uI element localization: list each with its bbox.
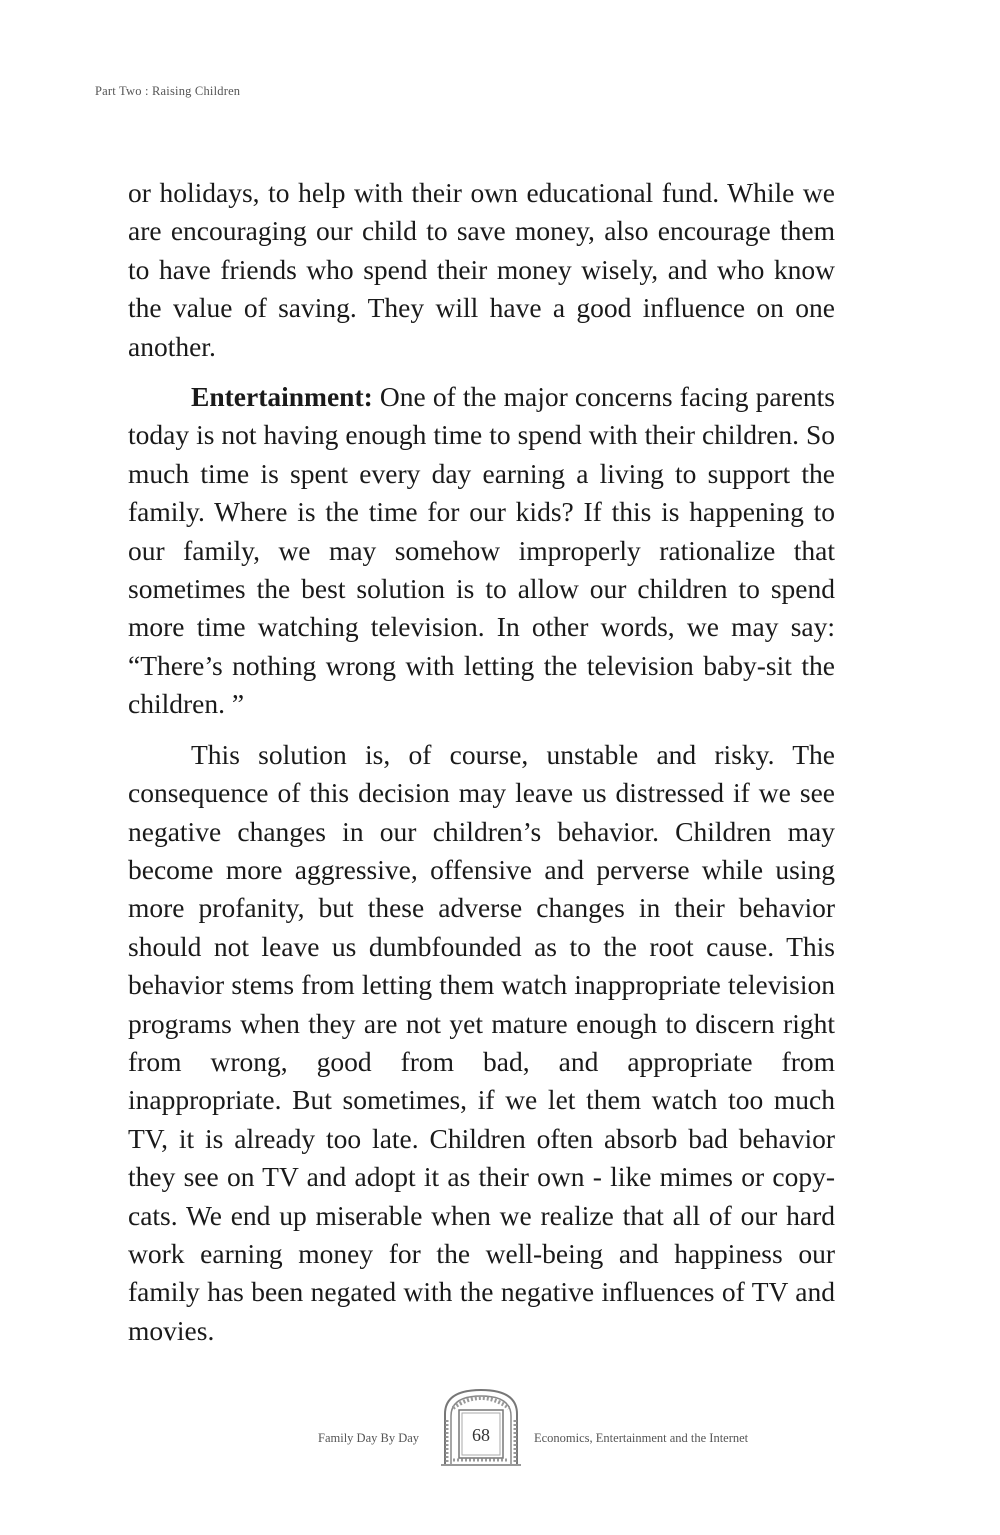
paragraph-2 [128, 378, 835, 724]
page-number: 68 [472, 1425, 490, 1445]
body-text [128, 174, 835, 1350]
paragraph-1: or holidays, to help with their own educational fund. While we are encouraging our child to save money, also encourage them to have friends who spend their money wisely, and who know the value of saving. They will have a good influence on one another. [128, 177, 835, 362]
paragraph-heading-entertainment: Entertainment: [191, 381, 373, 413]
paragraph-3: This solution is, of course, unstable and risky. The consequence of this decision may leave us distressed if we see negative changes in our children’s behavior. Children may become more aggressive, offensive and perverse while using more profanity, but these adverse changes in their behavior should not leave us dumbfounded as to the root cause. This behavior stems from letting them watch inappropriate television programs when they are not yet mature enough to discern right from wrong, good from bad, and appropriate from inappropriate. But sometimes, if we let them watch too much TV, it is already too late. Children often absorb bad behavior they see on TV and adopt it as their own - like mimes or copy-cats. We end up miserable when we realize that all of our hard work earning money for the well-being and happiness our family has been negated with the negative influences of TV and movies. [128, 738, 835, 1346]
paragraph-2-text: One of the major concerns facing parents today is not having enough time to spend with their children. So much time is spent every day earning a living to support the family. Where is the time for our kids? If this is happening to our family, we may somehow improperly rationalize that sometimes the best solution is to allow our children to spend more time watching television. In other words, we may say: “There’s nothing wrong with letting the television baby-sit the children. ” [128, 381, 835, 720]
footer-section-title: Economics, Entertainment and the Internet [534, 1431, 749, 1445]
running-header: Part Two : Raising Children [95, 84, 241, 98]
footer-book-title: Family Day By Day [318, 1431, 420, 1445]
